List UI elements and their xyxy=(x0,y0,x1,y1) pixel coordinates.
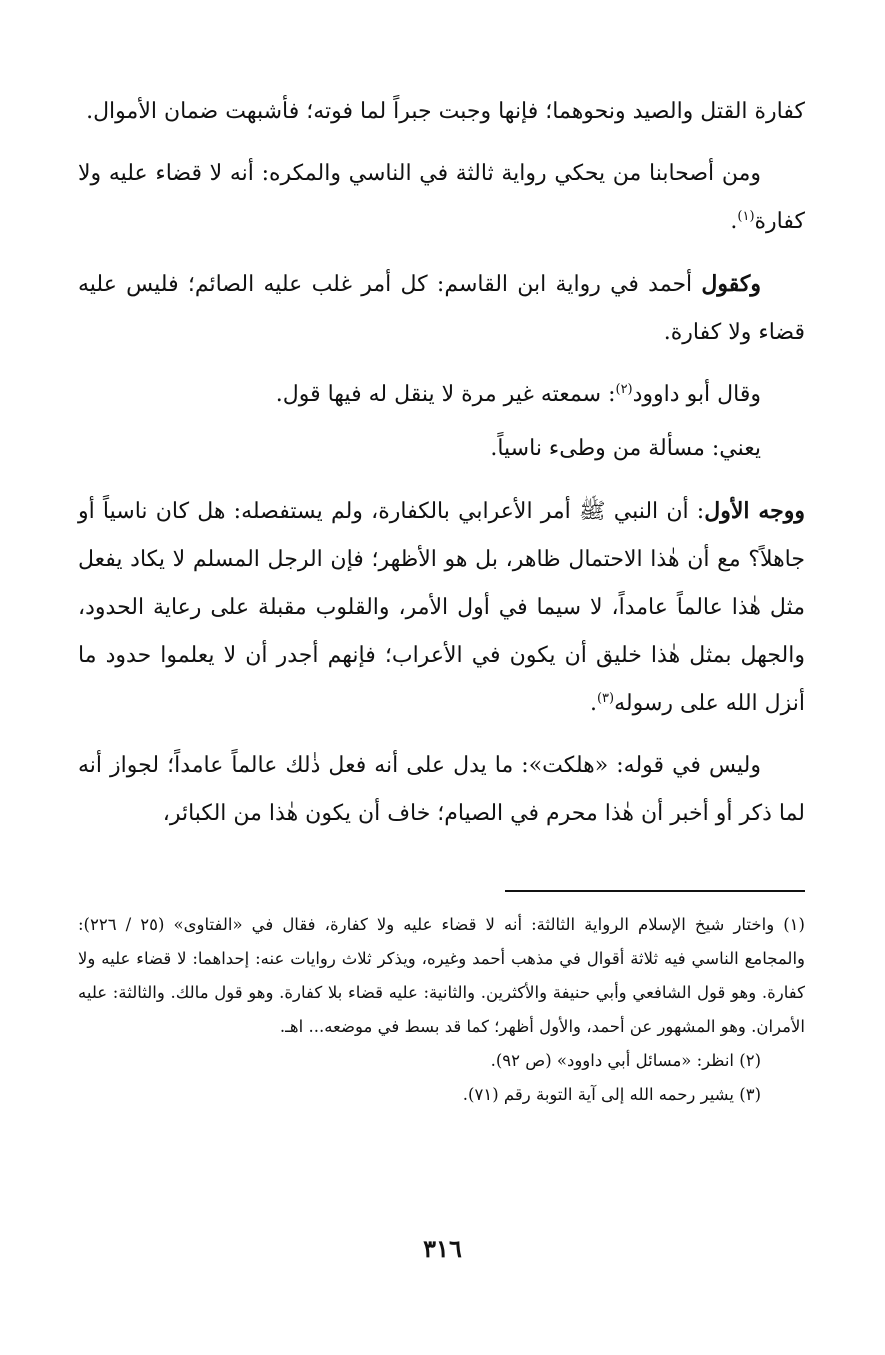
main-text xyxy=(78,88,805,852)
paragraph-4 xyxy=(78,371,805,419)
paragraph-7: وليس في قوله: «هلكت»: ما يدل على أنه فعل ذٰلك عالماً عامداً؛ لجواز أنه لما ذكر أو أخبر أن هٰذا محرم في الصيام؛ خاف أن يكون هٰذا من الكبائر، xyxy=(78,753,805,826)
footnote-1: (١) واختار شيخ الإسلام الرواية الثالثة: أنه لا قضاء عليه ولا كفارة، فقال في «الفتاوى» (٢٥ / ٢٢٦): والمجامع الناسي فيه ثلاثة أقوال في مذهب أحمد وغيره، ويذكر ثلاث روايات عنه: إحداهما: لا قضاء عليه ولا كفارة. وهو قول الشافعي وأبي حنيفة والأكثرين. والثانية: عليه قضاء بلا كفارة. وهو قول مالك. والثالثة: عليه الأمران. وهو المشهور عن أحمد، والأول أظهر؛ كما قد بسط في موضعه... اهـ. xyxy=(78,915,805,1036)
paragraph-2-text: ومن أصحابنا من يحكي رواية ثالثة في الناسي والمكره: أنه لا قضاء عليه ولا كفارة xyxy=(78,161,805,234)
paragraph-4-text: وقال أبو داوود xyxy=(632,382,761,407)
footnote-2: (٢) انظر: «مسائل أبي داوود» (ص ٩٢). xyxy=(490,1051,761,1070)
footnotes xyxy=(78,908,805,1112)
footnote-ref-3[interactable]: (٣) xyxy=(596,691,615,706)
footnote-ref-1[interactable]: (١) xyxy=(737,209,755,224)
paragraph-6-end: . xyxy=(589,691,597,716)
paragraph-6-lead: ووجه الأول xyxy=(704,498,805,524)
footnote-3: (٣) يشير رحمه الله إلى آية التوبة رقم (٧١). xyxy=(462,1085,761,1104)
paragraph-1: كفارة القتل والصيد ونحوهما؛ فإنها وجبت جبراً لما فوته؛ فأشبهت ضمان الأموال. xyxy=(86,99,805,124)
paragraph-3-lead: وكقول xyxy=(701,271,761,297)
footnote-divider xyxy=(505,890,805,892)
paragraph-3 xyxy=(78,260,805,357)
paragraph-4-rest: : سمعته غير مرة لا ينقل له فيها قول. xyxy=(275,382,616,407)
paragraph-2 xyxy=(78,150,805,246)
paragraph-5: يعني: مسألة من وطىء ناسياً. xyxy=(490,436,761,461)
paragraph-6-rest: : أن النبي ﷺ أمر الأعرابي بالكفارة، ولم يستفصله: هل كان ناسياً أو جاهلاً؟ مع أن هٰذا الاحتمال ظاهر، بل هو الأظهر؛ فإن الرجل المسلم لا يكاد يفعل مثل هٰذا عالماً عامداً، لا سيما في أول الأمر، والقلوب مقبلة على رعاية الحدود، والجهل بمثل هٰذا خليق أن يكون في الأعراب؛ فإنهم أجدر أن لا يعلموا حدود ما أنزل الله على رسوله xyxy=(78,499,805,716)
paragraph-2-end: . xyxy=(730,209,738,234)
paragraph-6 xyxy=(78,487,805,728)
footnote-ref-2[interactable]: (٢) xyxy=(615,382,633,397)
paragraph-3-rest: أحمد في رواية ابن القاسم: كل أمر غلب عليه الصائم؛ فليس عليه قضاء ولا كفارة. xyxy=(78,272,805,345)
page-number: ٣١٦ xyxy=(423,1234,462,1263)
